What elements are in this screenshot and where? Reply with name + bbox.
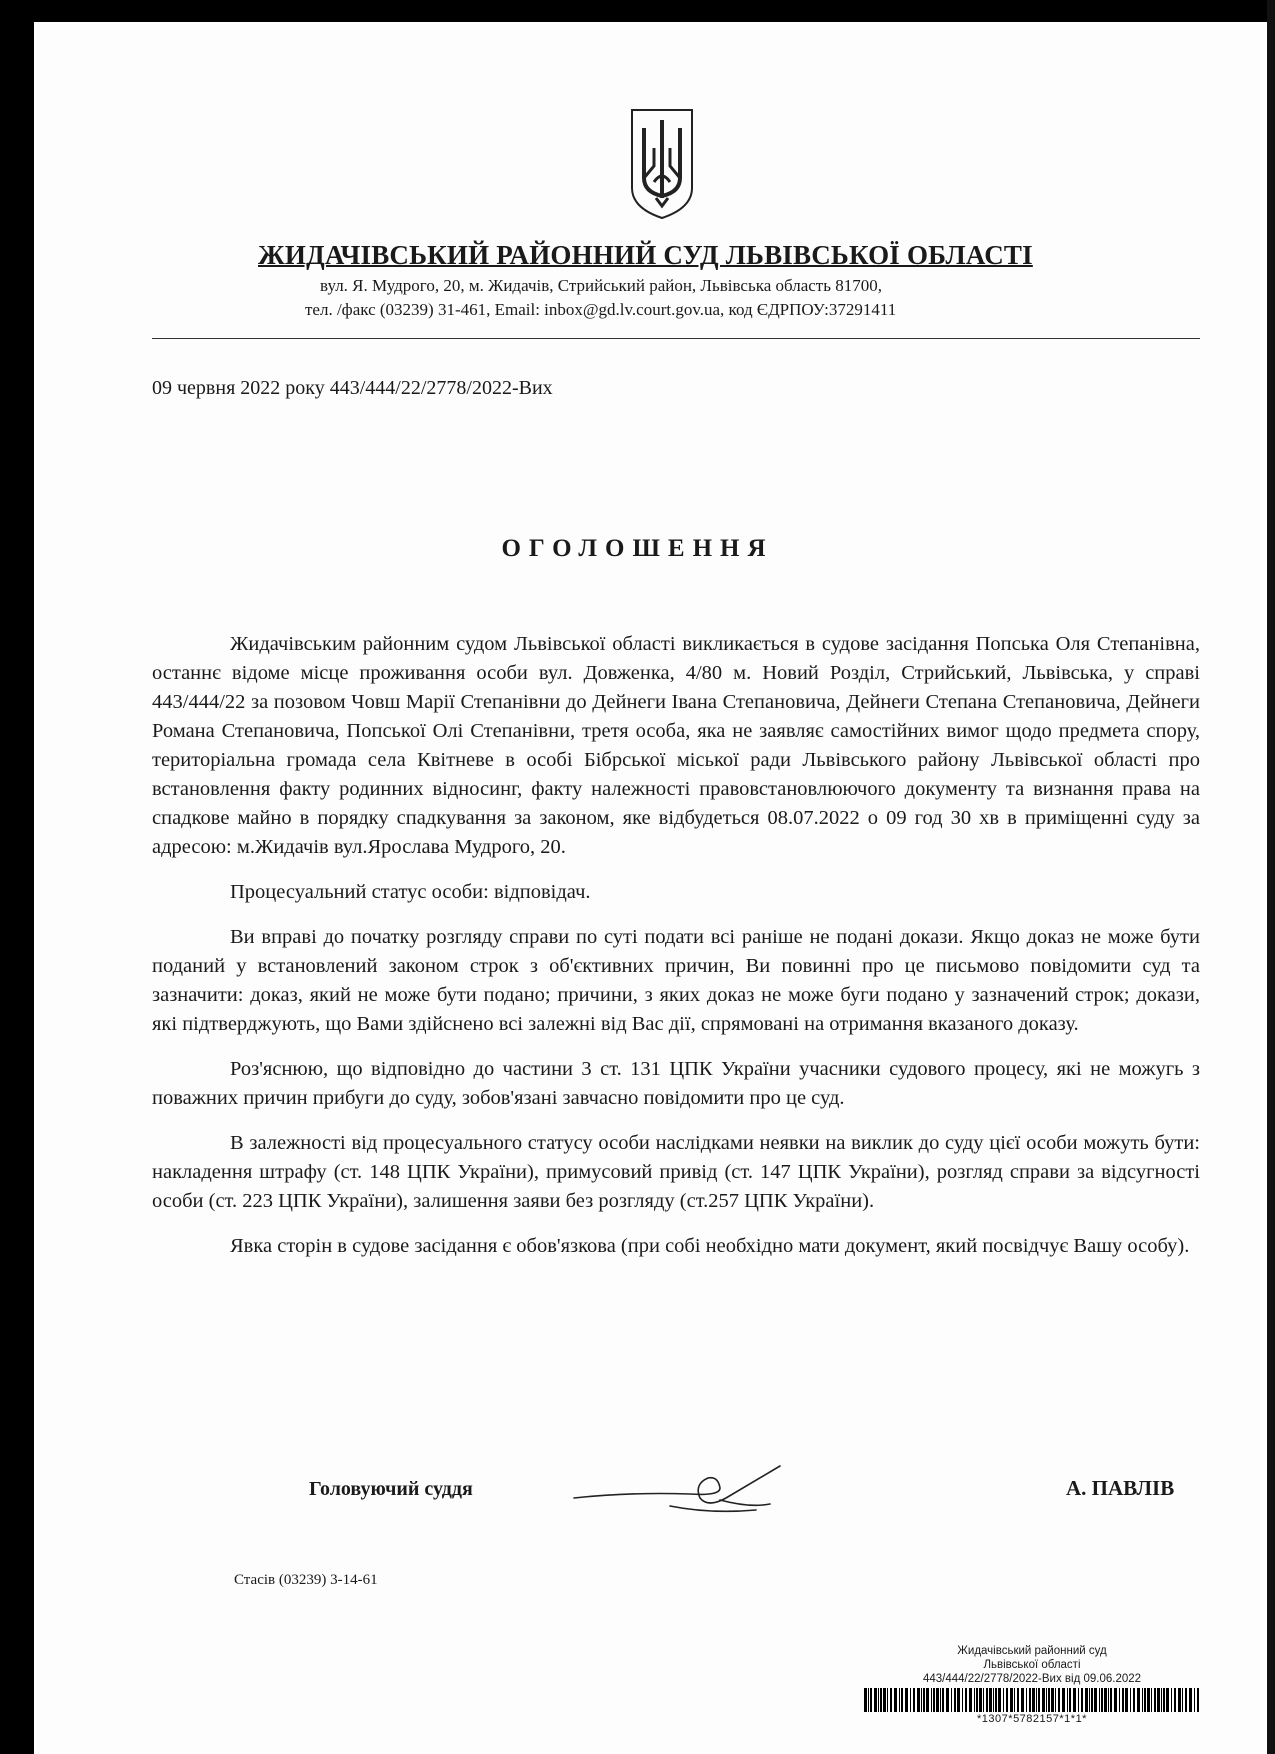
- announcement-body: [152, 630, 1200, 1277]
- handwritten-signature: [570, 1448, 810, 1528]
- scan-border-left: [0, 0, 34, 1754]
- paragraph-attendance: Явка сторін в судове засідання є обов'язкова (при собі необхідно мати документ, який посвідчує Вашу особу).: [230, 1235, 1190, 1257]
- stamp-court-line: Жидачівський районний суд: [957, 1645, 1107, 1657]
- document-date-reference: 09 червня 2022 року 443/444/22/2778/2022-Вих: [152, 377, 553, 399]
- scan-border-right: [1267, 0, 1275, 1754]
- barcode-number: *1307*5782157*1*1*: [977, 1713, 1087, 1725]
- header-divider: [152, 338, 1200, 339]
- paragraph-consequences: В залежності від процесуального статусу особи наслідками неявки на виклик до суду цієї особи можуть бути: накладення штрафу (ст. 148 ЦПК України), примусовий привід (ст. 147 ЦПК України), розгляд справи за відсугності особи (ст. 223 ЦПК України), залишення заяви без розгляду (ст.257 ЦПК України).: [152, 1132, 1200, 1212]
- paragraph-evidence: Ви вправі до початку розгляду справи по суті подати всі раніше не подані докази. Якщо доказ не може бути поданий у встановлений законом строк з об'єктивних причин, Ви повинні про це письмово повідомити суд та зазначити: доказ, який не може бути подано; причини, з яких доказ не може буги подано у зазначений строк; докази, які підтверджують, що Вами здійснено всі залежні від Вас дії, спрямовані на отримання вказаного доказу.: [152, 926, 1200, 1035]
- barcode-graphic: [864, 1688, 1200, 1712]
- coat-of-arms-trident-icon: [630, 108, 694, 220]
- scan-border-top: [0, 0, 1275, 22]
- paragraph-summons: Жидачівським районним судом Львівської області викликається в судове засідання Попська Оля Степанівна, останнє відоме місце проживання особи вул. Довженка, 4/80 м. Новий Розділ, Стрийський, Львівська, у справі 443/444/22 за позовом Човш Марії Степанівни до Дейнеги Івана Степановича, Дейнеги Степана Степановича, Дейнеги Романа Степановича, Попської Олі Степанівни, третя особа, яка не заявляє самостійних вимог щодо предмета спору, територіальна громада села Квітневе в особі Бібрської міської ради Львівського району Львівської області про встановлення факту родинних відносинг, факту належності правовстановлюючого документу та визнання права на спадкове майно в порядку спадкування за законом, яке відбудеться 08.07.2022 о 09 год 30 хв в приміщенні суду за адресою: м.Жидачів вул.Ярослава Мудрого, 20.: [152, 633, 1200, 858]
- executor-contact: Стасів (03239) 3-14-61: [234, 1572, 378, 1588]
- stamp-region-line: Львівської області: [983, 1659, 1081, 1671]
- document-title: ОГОЛОШЕННЯ: [501, 535, 774, 562]
- paragraph-status: Процесуальний статус особи: відповідач.: [230, 881, 591, 903]
- court-name: ЖИДАЧІВСЬКИЙ РАЙОННИЙ СУД ЛЬВІВСЬКОЇ ОБЛАСТІ: [258, 240, 1033, 270]
- paragraph-notice-duty: Роз'яснюю, що відповідно до частини 3 ст. 131 ЦПК України учасники судового процесу, які не можугь з поважних причин прибуги до суду, зобов'язані завчасно повідомити про це суд.: [152, 1058, 1200, 1109]
- judge-title: Головуючий суддя: [309, 1478, 473, 1500]
- court-contacts: тел. /факс (03239) 31-461, Email: inbox@gd.lv.court.gov.ua, код ЄДРПОУ:37291411: [305, 300, 897, 319]
- registration-stamp: [852, 1644, 1212, 1726]
- stamp-reference-line: 443/444/22/2778/2022-Вих від 09.06.2022: [922, 1673, 1142, 1685]
- judge-name: А. ПАВЛІВ: [1066, 1476, 1175, 1500]
- court-address: вул. Я. Мудрого, 20, м. Жидачів, Стрийський район, Львівська область 81700,: [320, 276, 882, 295]
